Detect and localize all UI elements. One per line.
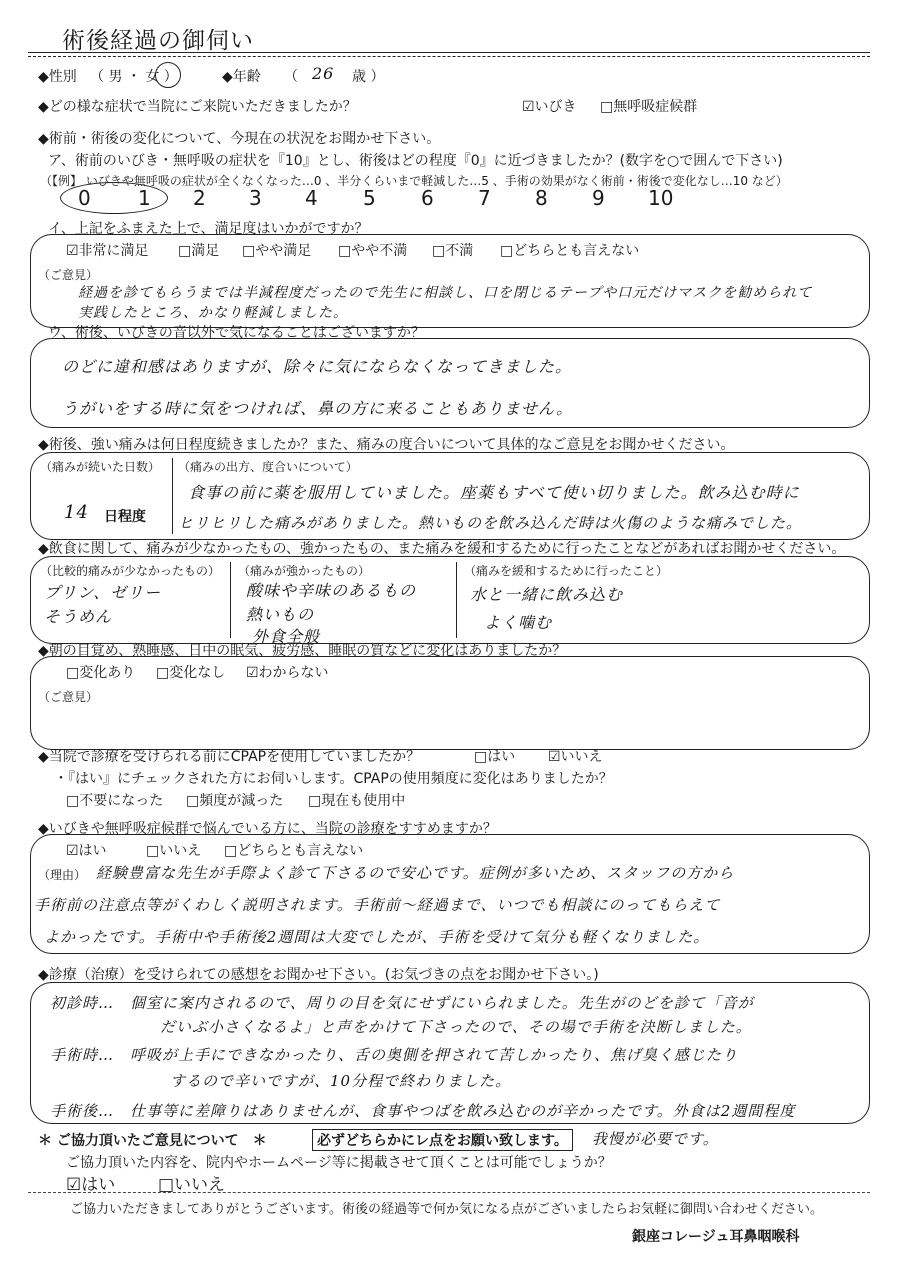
food-divider-2 [456,562,457,638]
sleep-changed[interactable]: □変化あり [66,665,136,681]
q8-line-4[interactable]: するので辛いですが、10分程で終わりました。 [170,1072,512,1090]
q1-question: ◆どの様な症状で当院にご来院いただきましたか？ [38,99,357,115]
scale-7[interactable]: 7 [478,186,491,210]
sleep-unknown[interactable]: ☑わからない [246,665,329,681]
q5-opinion-label: （ご意見） [38,690,99,704]
q8-question: ◆診療（治療）を受けられての感想をお聞かせ下さい。(お気づきの点をお聞かせ下さい。) [38,967,599,983]
scale-5[interactable]: 5 [363,186,376,210]
q1-option-apnea[interactable]: □無呼吸症候群 [600,99,698,115]
q2-opinion-line-1[interactable]: 経過を診てもらうまでは半減程度だったので先生に相談し、口を閉じるテープや口元だけマスクを勧められて [78,285,813,301]
clinic-name: 銀座コレージュ耳鼻咽喉科 [632,1229,800,1245]
footer-thanks: ご協力いただきましてありがとうございます。術後の経過等で何か気になる点がございましたらお気軽に御問い合わせください。 [70,1202,823,1217]
food-col1-line-1[interactable]: プリン、ゼリー [44,583,162,602]
age-value[interactable]: 26 [312,64,335,83]
sleep-unchanged[interactable]: □変化なし [156,665,226,681]
cpap-not-needed[interactable]: □不要になった [66,793,164,809]
q8-line-5[interactable]: 手術後… 仕事等に差障りはありませんが、食事やつばを飲み込むのが辛かったです。外食は2週間程度 [50,1102,796,1120]
age-close: 歳 ） [352,69,385,85]
q6-question: ◆当院で診療を受けられる前にCPAPを使用していましたか？ [38,749,421,765]
q2-c-line-1[interactable]: のどに違和感はありますが、除々に気にならなくなってきました。 [62,357,573,376]
cpap-still-using[interactable]: □現在も使用中 [308,793,406,809]
q2-example: （【例】 いびきや無呼吸の症状が全くなくなった…0 、半分くらいまで軽減した…5 、手術の効果がなく術前・術後で変化なし…10 など） [40,174,788,188]
food-divider-1 [230,562,231,638]
q8-line-2[interactable]: だいぶ小さくなるよ」と声をかけて下さったので、その場で手術を決断しました。 [160,1018,752,1036]
pain-days-value[interactable]: 14 [64,502,89,523]
cpap-no[interactable]: ☑いいえ [548,749,603,765]
q6-sub-question: ・『はい』にチェックされた方にお伺いします。CPAPの使用頻度に変化はありましたか？ [54,771,613,787]
consent-no[interactable]: □いいえ [158,1175,226,1195]
food-col1-line-2[interactable]: そうめん [44,607,113,626]
consent-emphasis: 必ずどちらかにレ点をお願い致します。 [312,1129,573,1151]
pain-degree-line-1[interactable]: 食事の前に薬を服用していました。座薬もすべて使い切りました。飲み込む時に [188,483,800,502]
food-col1-label: （比較的痛みが少なかったもの） [40,564,221,578]
satisfaction-dissatisfied[interactable]: □不満 [432,243,474,259]
scale-10[interactable]: 10 [648,186,674,210]
footer-dashed-divider [28,1192,870,1193]
food-col3-label: （痛みを緩和するために行ったこと） [464,564,669,578]
q7-reason-line-1[interactable]: 経験豊富な先生が手際よく診て下さるので安心です。症例が多いため、スタッフの方から [96,864,735,882]
satisfaction-somewhat-satisfied[interactable]: □やや満足 [242,243,312,259]
q2-opinion-label: （ご意見） [38,268,99,282]
gender-label: ◆性別 [38,69,77,85]
recommend-no[interactable]: □いいえ [146,843,202,859]
age-label: ◆年齢 [222,69,261,85]
scale-2[interactable]: 2 [193,186,206,210]
food-col2-label: （痛みが強かったもの） [238,564,371,578]
satisfaction-neutral[interactable]: □どちらとも言えない [500,243,640,259]
scale-8[interactable]: 8 [535,186,548,210]
q7-reason-label: （理由） [38,868,87,882]
satisfaction-satisfied[interactable]: □満足 [178,243,220,259]
q4-question: ◆飲食に関して、痛みが少なかったもの、強かったもの、また痛みを緩和するために行ったことなどがあればお聞かせください。 [38,541,846,557]
q5-question: ◆朝の目覚め、熟睡感、日中の眠気、疲労感、睡眠の質などに変化はありましたか？ [38,643,567,659]
q2-question: ◆術前・術後の変化について、今現在の状況をお聞かせ下さい。 [38,131,441,147]
pain-days-label: （痛みが続いた日数） [40,460,161,474]
cpap-reduced[interactable]: □頻度が減った [186,793,284,809]
satisfaction-very-satisfied[interactable]: ☑非常に満足 [66,243,149,259]
recommend-yes[interactable]: ☑はい [66,843,107,859]
pain-divider [172,458,173,534]
gender-selected-circle [155,62,181,88]
q7-question: ◆いびきや無呼吸症候群で悩んでいる方に、当院の診療をすすめますか？ [38,821,497,837]
food-col2-line-1[interactable]: 酸味や辛味のあるもの [246,581,417,600]
pain-degree-label: （痛みの出方、度合いについて） [178,460,358,474]
cpap-yes[interactable]: □はい [474,749,516,765]
satisfaction-somewhat-dissatisfied[interactable]: □やや不満 [338,243,408,259]
consent-question: ご協力頂いた内容を、院内やホームページ等に掲載させて頂くことは可能でしょうか？ [66,1155,612,1171]
q8-line-3[interactable]: 手術時… 呼吸が上手にできなかったり、舌の奥側を押されて苦しかったり、焦げ臭く感じたり [50,1046,739,1064]
title-dashed-divider [28,56,870,57]
scale-9[interactable]: 9 [592,186,605,210]
q2-c-question: ウ、術後、いびきの音以外で気になることはございますか？ [48,325,425,341]
scale-6[interactable]: 6 [421,186,434,210]
q8-line-1[interactable]: 初診時… 個室に案内されるので、周りの目を気にせずにいられました。先生がのどを診て「音が [50,994,754,1012]
q1-option-snoring[interactable]: ☑いびき [522,99,577,115]
consent-yes[interactable]: ☑はい [66,1175,116,1195]
consent-heading: ＊ ご協力頂いたご意見について ＊ [38,1133,267,1149]
recommend-neutral[interactable]: □どちらとも言えない [224,843,364,859]
scale-0[interactable]: 0 [78,186,91,210]
q2-b-question: イ、上記をふまえた上で、満足度はいかがですか？ [48,221,369,237]
q7-reason-line-2[interactable]: 手術前の注意点等がくわしく説明されます。手術前〜経過まで、いつでも相談にのってもらえて [34,896,721,914]
food-col2-line-2[interactable]: 熱いもの [246,605,315,624]
pain-days-unit: 日程度 [104,509,146,525]
q2-c-line-2[interactable]: うがいをする時に気をつければ、鼻の方に来ることもありません。 [62,399,573,418]
scale-1[interactable]: 1 [138,186,151,210]
q2-a-question: ア、術前のいびき・無呼吸の症状を『10』とし、術後はどの程度『0』に近づきましたか？(数字を○で囲んで下さい) [48,153,783,169]
q2-opinion-line-2[interactable]: 実践したところ、かなり軽減しました。 [78,305,348,321]
gender-options[interactable]: （ 男 ・ 女 ） [90,69,178,85]
pain-degree-line-2[interactable]: ヒリヒリした痛みがありました。熱いものを飲み込んだ時は火傷のような痛みでした。 [178,514,803,532]
q7-reason-line-3[interactable]: よかったです。手術中や手術後2週間は大変でしたが、手術を受けて気分も軽くなりました。 [44,928,710,946]
page-title: 術後経過の御伺い [62,28,254,54]
scale-3[interactable]: 3 [249,186,262,210]
q3-question: ◆術後、強い痛みは何日程度続きましたか？また、痛みの度合いについて具体的なご意見をお聞かせください。 [38,437,735,453]
food-col2-line-3[interactable]: 外食全般 [252,627,321,646]
title-divider [28,52,870,53]
q8-line-6[interactable]: 我慢が必要です。 [592,1130,719,1148]
scale-4[interactable]: 4 [305,186,318,210]
age-open: （ [284,69,298,85]
scale-selected-circle [60,182,168,214]
food-col3-line-2[interactable]: よく噛む [484,613,553,632]
food-col3-line-1[interactable]: 水と一緒に飲み込む [470,585,624,604]
